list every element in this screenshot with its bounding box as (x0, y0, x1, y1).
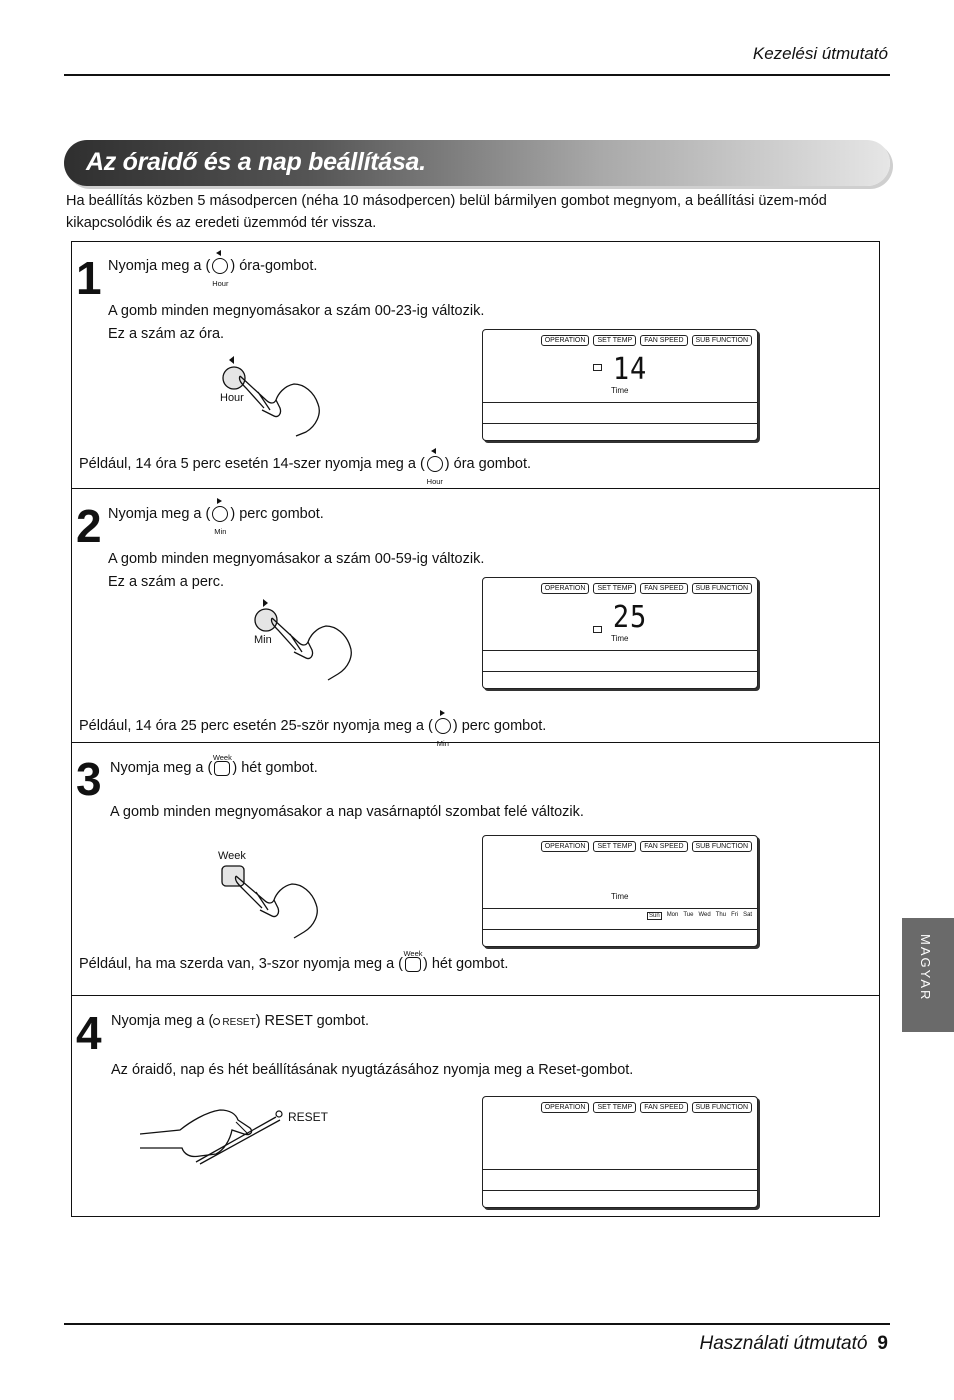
lcd-label: FAN SPEED (640, 1102, 687, 1113)
lcd-labels (541, 335, 752, 346)
pen-press-illustration (140, 1100, 340, 1166)
step-description: Ez a szám a perc. (108, 574, 225, 590)
footer-rule (64, 1323, 890, 1325)
lcd-divider (483, 929, 757, 930)
hand-press-illustration (218, 848, 338, 944)
step-instruction (110, 752, 318, 778)
lcd-divider (483, 1169, 757, 1170)
example-text: Például, 14 óra 25 perc esetén 25-ször nyomja meg a ( (79, 718, 433, 734)
step-number: 3 (76, 753, 100, 805)
lcd-label: FAN SPEED (640, 583, 687, 594)
lcd-day: Fri (731, 912, 739, 918)
arrow-left-icon (216, 250, 221, 256)
lcd-day-indicators (647, 912, 752, 920)
intro-paragraph: Ha beállítás közben 5 másodpercen (néha 10 másodpercen) belül bármilyen gombot megnyom, a beállítási üzem-mód kikapcsolódik és az eredeti üzemmód tér vissza. (66, 193, 827, 231)
lcd-label: SET TEMP (593, 335, 636, 346)
button-caption: Min (436, 739, 449, 749)
lcd-day: Mon (666, 912, 679, 918)
running-header: Kezelési útmutató (752, 44, 888, 63)
button-caption: Min (214, 527, 227, 537)
step-number: 4 (76, 1007, 100, 1059)
footer (700, 1333, 889, 1355)
lcd-label: SET TEMP (593, 583, 636, 594)
language-tab-label: MAGYAR (918, 934, 933, 1002)
step-description: Ez a szám az óra. (108, 326, 225, 342)
lcd-time-label: Time (611, 386, 629, 395)
clock-indicator-icon (593, 364, 602, 371)
step-divider (71, 488, 880, 489)
header-rule (64, 74, 890, 76)
button-caption: Hour (426, 477, 443, 487)
section-title: Az óraidő és a nap beállítása. (86, 148, 426, 176)
button-caption: RESET (288, 1110, 329, 1124)
button-caption: Week (212, 752, 232, 762)
week-button-icon (212, 752, 232, 776)
section-banner (64, 140, 890, 186)
lcd-label: OPERATION (541, 583, 590, 594)
lcd-label: FAN SPEED (640, 841, 687, 852)
button-caption: Hour (220, 392, 244, 404)
lcd-day-selected: Sun (649, 913, 660, 919)
reset-hole-icon (213, 1018, 220, 1025)
week-button-icon (403, 948, 423, 972)
lcd-label: SUB FUNCTION (692, 583, 753, 594)
lcd-label: SET TEMP (593, 841, 636, 852)
hand-press-illustration (218, 352, 338, 442)
lcd-label: OPERATION (541, 841, 590, 852)
lcd-display (482, 577, 758, 689)
lcd-digits: 25 (612, 600, 648, 635)
lcd-display (482, 1096, 758, 1208)
lcd-day: Thu (715, 912, 727, 918)
step-description: A gomb minden megnyomásakor a szám 00-59-ig változik. (108, 551, 485, 567)
step-instruction (111, 1011, 369, 1033)
button-caption: Week (403, 948, 423, 958)
page-number: 9 (877, 1333, 888, 1354)
button-caption: Week (218, 850, 246, 862)
lcd-labels (541, 1102, 752, 1113)
hour-button-icon (212, 258, 229, 289)
arrow-right-icon (440, 710, 445, 716)
clock-indicator-icon (593, 626, 602, 633)
min-button-icon (435, 718, 451, 749)
lcd-day: Sat (743, 912, 753, 918)
language-tab (902, 918, 954, 1032)
button-caption: RESET (222, 1017, 256, 1028)
instruction-text: Nyomja meg a ( (108, 258, 211, 274)
lcd-time-label: Time (611, 892, 629, 901)
instruction-text: Nyomja meg a ( (110, 760, 213, 776)
step-example (79, 716, 547, 749)
button-caption: Hour (212, 279, 229, 289)
lcd-digits: 14 (612, 352, 648, 387)
lcd-display (482, 329, 758, 441)
lcd-label: FAN SPEED (640, 335, 687, 346)
lcd-display (482, 835, 758, 947)
hand-press-illustration (250, 596, 370, 688)
lcd-divider (483, 1190, 757, 1191)
min-button-icon (212, 506, 228, 537)
example-text: ) perc gombot. (452, 718, 547, 734)
example-text: Például, ha ma szerda van, 3-szor nyomja meg a ( (79, 956, 403, 972)
step-instruction (108, 256, 318, 289)
lcd-label: OPERATION (541, 335, 590, 346)
instruction-text: Nyomja meg a ( (111, 1013, 214, 1029)
instruction-text: ) RESET gombot. (255, 1013, 370, 1029)
step-number: 2 (76, 500, 100, 552)
instruction-text: ) hét gombot. (232, 760, 318, 776)
step-instruction (108, 504, 324, 537)
instruction-text: ) óra-gombot. (230, 258, 318, 274)
lcd-day: Wed (698, 912, 711, 918)
instruction-text: ) perc gombot. (230, 506, 324, 522)
example-text: ) óra gombot. (444, 456, 532, 472)
step-description: A gomb minden megnyomásakor a szám 00-23-ig változik. (108, 303, 485, 319)
lcd-divider (483, 908, 757, 909)
example-text: ) hét gombot. (422, 956, 509, 972)
lcd-labels (541, 841, 752, 852)
lcd-label: SUB FUNCTION (692, 1102, 753, 1113)
arrow-right-icon (217, 498, 222, 504)
arrow-left-icon (431, 448, 436, 454)
lcd-label: SET TEMP (593, 1102, 636, 1113)
step-number: 1 (76, 252, 100, 304)
hour-button-icon (426, 456, 443, 487)
lcd-divider (483, 671, 757, 672)
lcd-label: SUB FUNCTION (692, 841, 753, 852)
example-text: Például, 14 óra 5 perc esetén 14-szer nyomja meg a ( (79, 456, 425, 472)
lcd-divider (483, 402, 757, 403)
lcd-divider (483, 650, 757, 651)
lcd-time-label: Time (611, 634, 629, 643)
step-divider (71, 742, 880, 743)
lcd-day: Tue (683, 912, 694, 918)
step-example (79, 454, 532, 487)
step-example (79, 948, 509, 974)
step-description: A gomb minden megnyomásakor a nap vasárnaptól szombat felé változik. (110, 804, 584, 820)
lcd-label: OPERATION (541, 1102, 590, 1113)
step-divider (71, 995, 880, 996)
lcd-label: SUB FUNCTION (692, 335, 753, 346)
lcd-labels (541, 583, 752, 594)
step-description: Az óraidő, nap és hét beállításának nyugtázásához nyomja meg a Reset-gombot. (111, 1062, 634, 1078)
instruction-text: Nyomja meg a ( (108, 506, 211, 522)
lcd-divider (483, 423, 757, 424)
pointing-hand-icon (218, 848, 338, 944)
button-caption: Min (254, 634, 272, 646)
footer-title: Használati útmutató (699, 1333, 868, 1354)
